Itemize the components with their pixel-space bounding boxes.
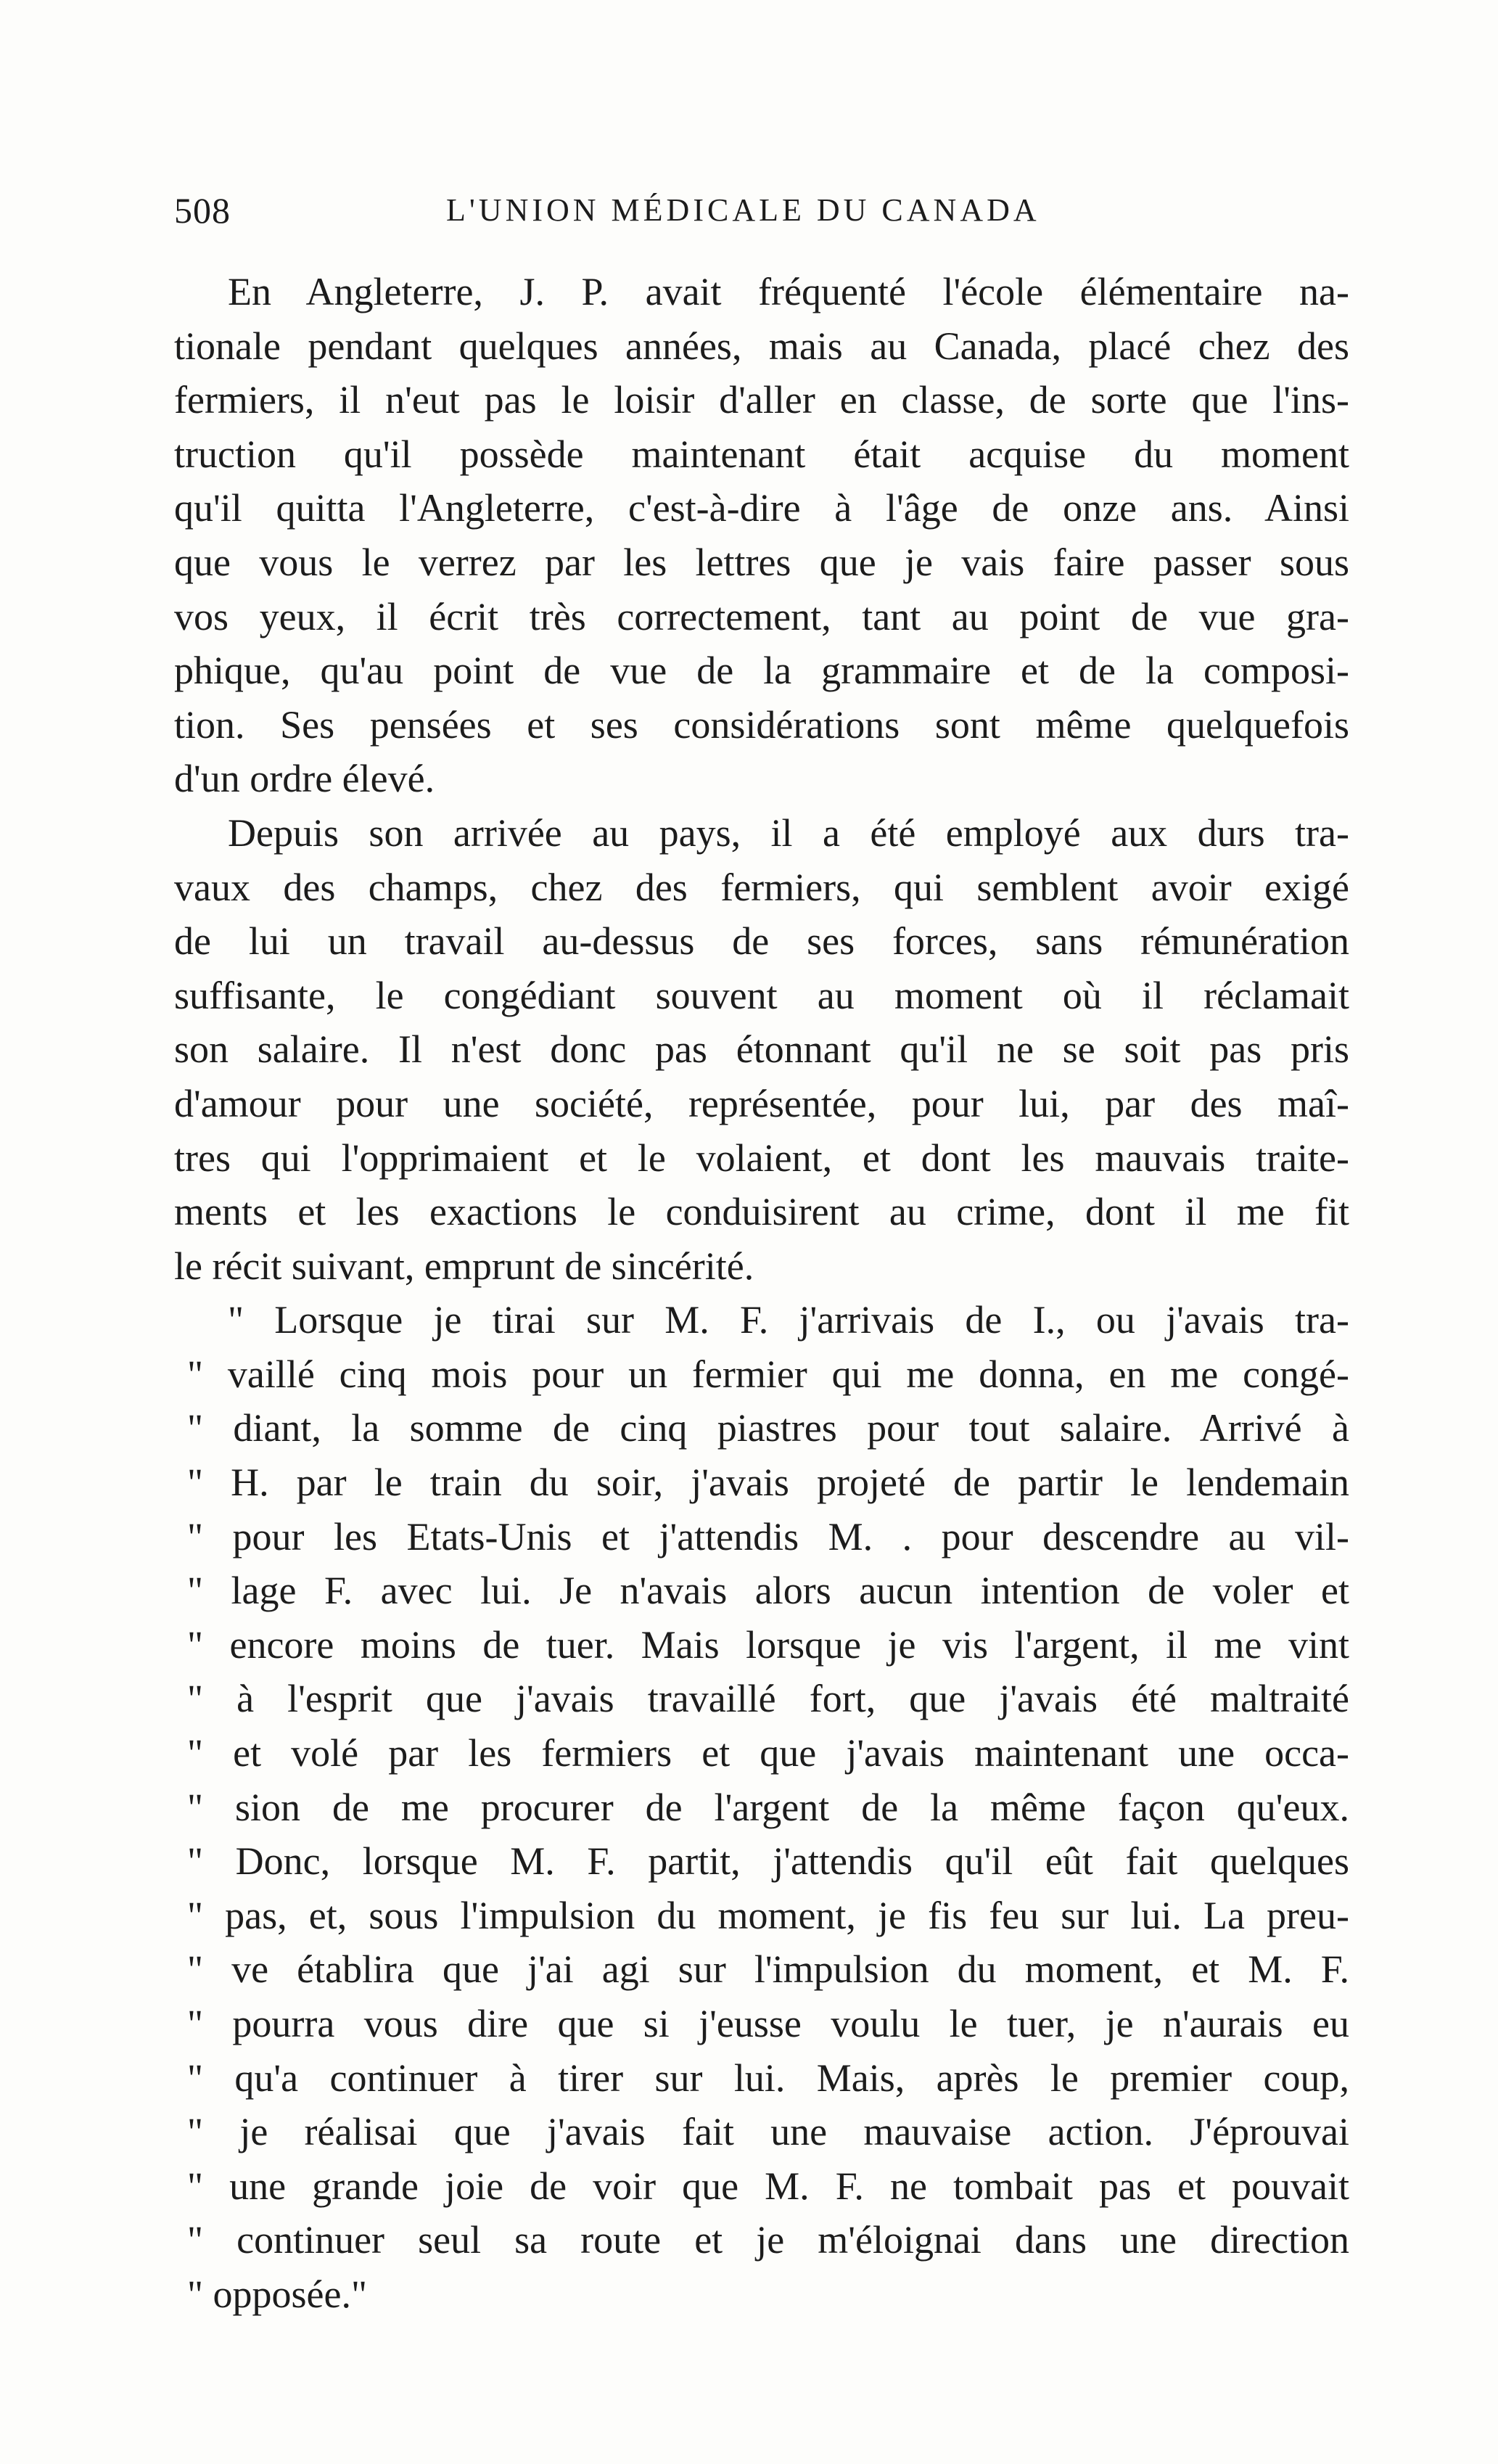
- text-line: tres qui l'opprimaient et le volaient, et dont les mauvais traite-: [174, 1136, 1349, 1180]
- text-line: tionale pendant quelques années, mais au Canada, placé chez des: [174, 324, 1349, 368]
- text-line: vos yeux, il écrit très correctement, tant au point de vue gra-: [174, 594, 1349, 638]
- text-line: le récit suivant, emprunt de sincérité.: [174, 1244, 754, 1288]
- text-line: En Angleterre, J. P. avait fréquenté l'école élémentaire na-: [228, 270, 1349, 313]
- text-line: " à l'esprit que j'avais travaillé fort, que j'avais été maltraité: [187, 1677, 1349, 1721]
- text-line: d'un ordre élevé.: [174, 757, 435, 801]
- text-line: que vous le verrez par les lettres que je vais faire passer sous: [174, 540, 1349, 584]
- text-line: vaux des champs, chez des fermiers, qui semblent avoir exigé: [174, 865, 1349, 909]
- text-line: " vaillé cinq mois pour un fermier qui me donna, en me congé-: [187, 1352, 1349, 1396]
- text-line: " encore moins de tuer. Mais lorsque je vis l'argent, il me vint: [187, 1622, 1349, 1667]
- text-line: " une grande joie de voir que M. F. ne tombait pas et pouvait: [187, 2164, 1349, 2208]
- paragraph: [174, 265, 1349, 806]
- text-line: " Lorsque je tirai sur M. F. j'arrivais de I., ou j'avais tra-: [228, 1298, 1349, 1342]
- text-line: " et volé par les fermiers et que j'avais maintenant une occa-: [187, 1731, 1349, 1775]
- text-line: " Donc, lorsque M. F. partit, j'attendis qu'il eût fait quelques: [187, 1839, 1349, 1884]
- text-line: phique, qu'au point de vue de la grammaire et de la composi-: [174, 649, 1349, 693]
- text-line: " sion de me procurer de l'argent de la même façon qu'eux.: [187, 1785, 1349, 1829]
- quoted-testimony: [174, 1293, 1349, 2321]
- text-line: " pas, et, sous l'impulsion du moment, je fis feu sur lui. La preu-: [187, 1893, 1349, 1937]
- text-line: son salaire. Il n'est donc pas étonnant qu'il ne se soit pas pris: [174, 1027, 1349, 1072]
- body-text: [174, 265, 1349, 2322]
- text-line: " opposée.": [187, 2272, 368, 2316]
- text-line: tion. Ses pensées et ses considérations sont même quelquefois: [174, 702, 1349, 747]
- text-line: " lage F. avec lui. Je n'avais alors aucun intention de voler et: [187, 1569, 1349, 1613]
- text-line: " pour les Etats-Unis et j'attendis M. . pour descendre au vil-: [187, 1514, 1349, 1559]
- text-line: Depuis son arrivée au pays, il a été employé aux durs tra-: [228, 810, 1349, 855]
- text-line: de lui un travail au-dessus de ses forces, sans rémunération: [174, 919, 1349, 964]
- text-line: qu'il quitta l'Angleterre, c'est-à-dire à l'âge de onze ans. Ainsi: [174, 486, 1349, 530]
- journal-title: L'UNION MÉDICALE DU CANADA: [446, 192, 1040, 228]
- text-line: " je réalisai que j'avais fait une mauvaise action. J'éprouvai: [187, 2110, 1349, 2154]
- text-line: " ve établira que j'ai agi sur l'impulsion du moment, et M. F.: [187, 1947, 1349, 1992]
- text-line: " continuer seul sa route et je m'éloignai dans une direction: [187, 2218, 1349, 2262]
- paragraph: [174, 806, 1349, 1293]
- text-line: " qu'a continuer à tirer sur lui. Mais, après le premier coup,: [187, 2056, 1349, 2100]
- text-line: suffisante, le congédiant souvent au moment où il réclamait: [174, 973, 1349, 1017]
- text-line: fermiers, il n'eut pas le loisir d'aller en classe, de sorte que l'ins-: [174, 378, 1349, 422]
- page-number: 508: [174, 190, 231, 231]
- text-line: " H. par le train du soir, j'avais projeté de partir le lendemain: [187, 1461, 1349, 1505]
- text-line: ments et les exactions le conduisirent au crime, dont il me fit: [174, 1190, 1349, 1234]
- text-line: " diant, la somme de cinq piastres pour tout salaire. Arrivé à: [187, 1406, 1349, 1450]
- running-header: [174, 185, 1353, 236]
- text-line: " pourra vous dire que si j'eusse voulu le tuer, je n'aurais eu: [187, 2002, 1349, 2045]
- text-line: truction qu'il possède maintenant était acquise du moment: [174, 432, 1349, 476]
- text-line: d'amour pour une société, représentée, pour lui, par des maî-: [174, 1081, 1349, 1125]
